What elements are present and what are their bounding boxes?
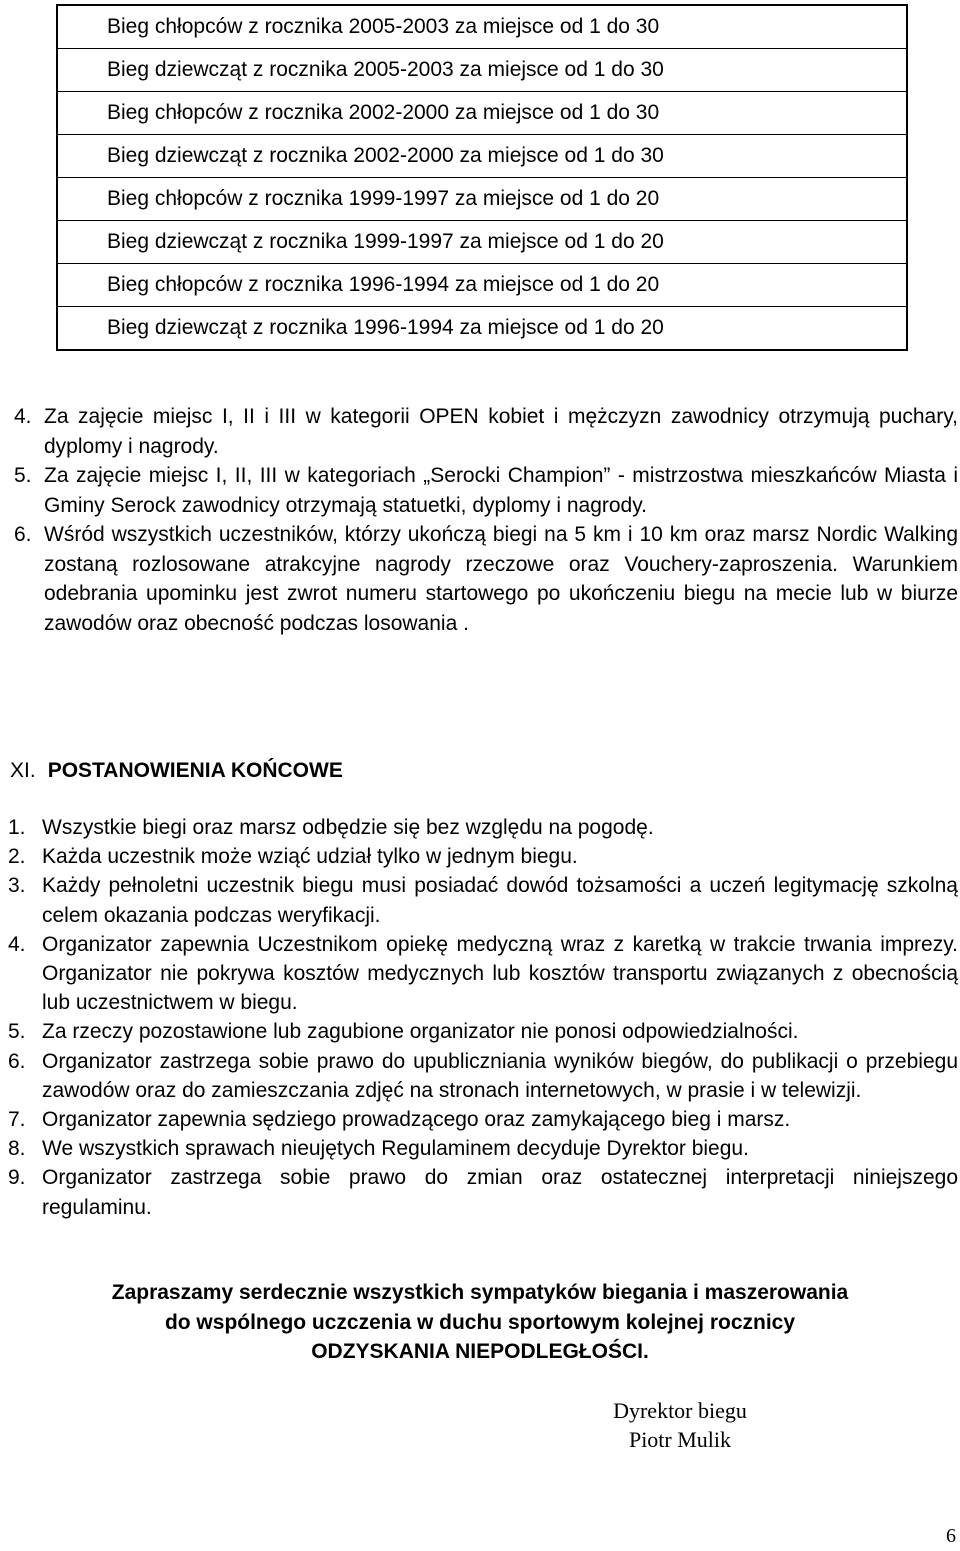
item-number: 1. — [8, 816, 26, 839]
item-number: 3. — [8, 874, 26, 898]
closing-line: ODZYSKANIA NIEPODLEGŁOŚCI. — [311, 1340, 649, 1363]
item-number: 9. — [8, 1166, 26, 1190]
item-text: Każdy pełnoletni uczestnik biegu musi posiadać dowód tożsamości a uczeń legitymację szkolną celem okazania podczas weryfikacji. — [42, 874, 958, 927]
awards-list — [14, 402, 958, 638]
list-item — [8, 1017, 958, 1046]
item-text: Za rzeczy pozostawione lub zagubione organizator nie ponosi odpowiedzialności. — [42, 1020, 799, 1044]
item-text: Za zajęcie miejsc I, II, III w kategoriach „Serocki Champion” - mistrzostwa mieszkańców Miasta i Gminy Serock zawodnicy otrzymają statuetki, dyplomy i nagrody. — [44, 464, 958, 517]
section-number: XI. — [10, 759, 36, 782]
list-item — [8, 842, 958, 871]
item-text: Wszystkie biegi oraz marsz odbędzie się bez względu na pogodę. — [42, 816, 654, 839]
item-text: Za zajęcie miejsc I, II i III w kategorii OPEN kobiet i mężczyzn zawodnicy otrzymują puchary, dyplomy i nagrody. — [44, 405, 958, 458]
signature-name: Piotr Mulik — [628, 1427, 732, 1452]
closing-line: do wspólnego uczczenia w duchu sportowym kolejnej rocznicy — [164, 1310, 796, 1334]
list-item — [14, 402, 958, 461]
item-number: 2. — [8, 845, 26, 869]
item-text: Organizator zapewnia Uczestnikom opiekę medyczną wraz z karetką w trakcie trwania imprezy. Organizator nie pokrywa kosztów medycznych lub kosztów transportu związanych z obecnością lub uczestnictwem w biegu. — [42, 932, 958, 1015]
category-cell: Bieg dziewcząt z rocznika 1996-1994 za miejsce od 1 do 20 — [57, 307, 907, 351]
table-row — [57, 5, 907, 49]
signature-block — [580, 1396, 780, 1454]
list-item — [8, 871, 958, 929]
list-item — [14, 461, 958, 520]
final-provisions-list — [8, 813, 958, 1222]
page-number: 6 — [946, 1525, 956, 1547]
category-cell: Bieg chłopców z rocznika 2002-2000 za miejsce od 1 do 30 — [57, 92, 907, 135]
item-number: 5. — [8, 1020, 26, 1044]
category-cell: Bieg chłopców z rocznika 2005-2003 za miejsce od 1 do 30 — [57, 5, 907, 49]
list-item — [8, 813, 958, 842]
categories-table — [56, 4, 908, 351]
table-row — [57, 221, 907, 264]
item-text: Organizator zapewnia sędziego prowadzącego oraz zamykającego bieg i marsz. — [42, 1108, 791, 1132]
item-text: Organizator zastrzega sobie prawo do upubliczniania wyników biegów, do publikacji o przebiegu zawodów oraz do zamieszczania zdjęć na stronach internetowych, w prasie i w telewizji. — [42, 1049, 958, 1102]
signature-role: Dyrektor biegu — [613, 1398, 747, 1423]
item-text: Organizator zastrzega sobie prawo do zmian oraz ostatecznej interpretacji niniejszego regulaminu. — [42, 1166, 958, 1219]
closing-invitation — [20, 1278, 940, 1367]
category-cell: Bieg chłopców z rocznika 1996-1994 za miejsce od 1 do 20 — [57, 264, 907, 307]
list-item — [14, 520, 958, 638]
item-text: Każda uczestnik może wziąć udział tylko w jednym biegu. — [42, 845, 578, 869]
list-item — [8, 1134, 958, 1163]
item-number: 6. — [14, 523, 32, 546]
category-cell: Bieg dziewcząt z rocznika 2005-2003 za miejsce od 1 do 30 — [57, 49, 907, 92]
item-number: 4. — [8, 932, 26, 956]
item-text: We wszystkich sprawach nieujętych Regulaminem decyduje Dyrektor biegu. — [42, 1137, 749, 1161]
table-row — [57, 135, 907, 178]
list-item — [8, 1047, 958, 1105]
list-item — [8, 930, 958, 1018]
list-item — [8, 1105, 958, 1134]
table-row — [57, 92, 907, 135]
item-text: Wśród wszystkich uczestników, którzy ukończą biegi na 5 km i 10 km oraz marsz Nordic Walking zostaną rozlosowane atrakcyjne nagrody rzeczowe oraz Vouchery-zaproszenia. Warunkiem odebrania upominku jest zwrot numeru startowego po ukończeniu biegu na mecie lub w biurze zawodów oraz obecność podczas losowania . — [44, 523, 958, 635]
table-row — [57, 307, 907, 351]
category-cell: Bieg dziewcząt z rocznika 1999-1997 za miejsce od 1 do 20 — [57, 221, 907, 264]
section-title: POSTANOWIENIA KOŃCOWE — [47, 759, 343, 782]
item-number: 7. — [8, 1108, 26, 1132]
item-number: 6. — [8, 1049, 26, 1073]
table-row — [57, 264, 907, 307]
item-number: 5. — [14, 464, 32, 487]
item-number: 4. — [14, 405, 32, 428]
section-heading — [10, 756, 343, 786]
table-row — [57, 49, 907, 92]
closing-line: Zapraszamy serdecznie wszystkich sympatyków biegania i maszerowania — [111, 1281, 849, 1304]
table-row — [57, 178, 907, 221]
list-item — [8, 1163, 958, 1221]
item-number: 8. — [8, 1137, 26, 1161]
category-cell: Bieg dziewcząt z rocznika 2002-2000 za miejsce od 1 do 30 — [57, 135, 907, 178]
category-cell: Bieg chłopców z rocznika 1999-1997 za miejsce od 1 do 20 — [57, 178, 907, 221]
